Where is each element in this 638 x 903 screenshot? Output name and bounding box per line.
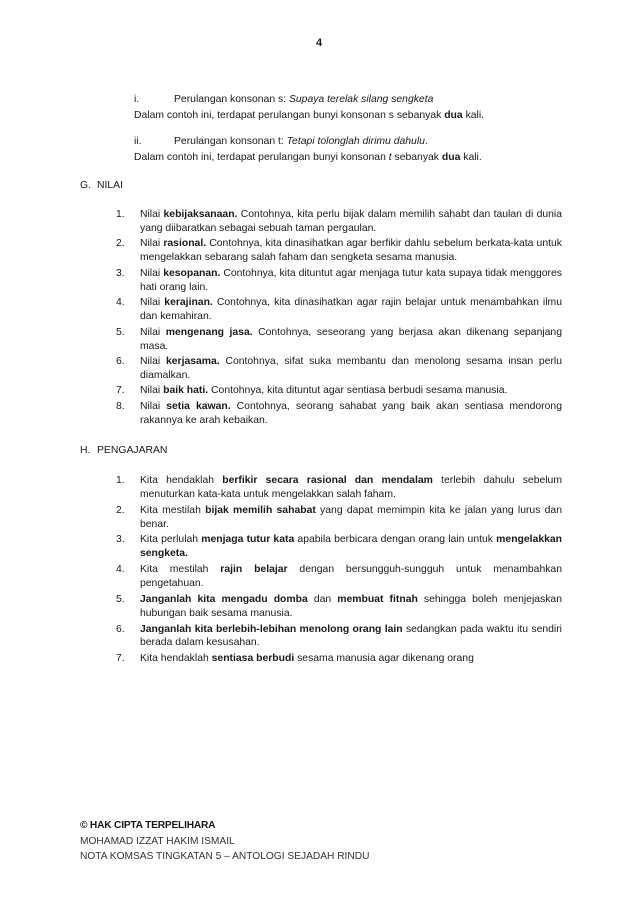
list-item: 4. Kita mestilah rajin belajar dengan bersungguh-sungguh untuk menambahkan pengetahuan. (116, 564, 562, 590)
copyright-notice: © HAK CIPTA TERPELIHARA (80, 820, 216, 831)
roman-numeral: ii. (134, 136, 142, 147)
list-item: 1. Kita hendaklah berfikir secara rasional dan mendalam terlebih dahulu sebelum menuturkan kata-kata untuk mengelakkan salah faham. (116, 475, 562, 500)
list-item: 3. Kita perlulah menjaga tutur kata apabila berbicara dengan orang lain untuk mengelakkan sengketa. (116, 534, 563, 560)
list-item: 6. Janganlah kita berlebih-lebihan menolong orang lain sedangkan pada waktu itu sendiri berada dalam kesusahan. (116, 623, 562, 649)
section-heading-pengajaran (80, 443, 167, 459)
author-name: MOHAMAD IZZAT HAKIM ISMAIL (80, 835, 235, 847)
section-letter: H. (80, 445, 91, 456)
subsection-ii (134, 134, 514, 166)
subsection-title: ii. Perulangan konsonan t: Tetapi tolonglah dirimu dahulu. (134, 134, 514, 150)
list-item: 2. Nilai rasional. Contohnya, kita dinasihatkan agar berfikir dahlu sebelum berkata-kata untuk mengelakkan sebarang salah faham dan sengketa sesama manusia. (116, 238, 562, 264)
section-title: PENGAJARAN (97, 445, 168, 456)
list-item: 1. Nilai kebijaksanaan. Contohnya, kita perlu bijak dalam memilih sahabt dan taulan di dunia yang diibaratkan sebagai sebuah taman pergaulan. (116, 209, 562, 234)
page-number: 4 (315, 37, 323, 49)
list-item: 2. Kita mestilah bijak memilih sahabat yang dapat memimpin kita ke jalan yang lurus dan benar. (116, 504, 562, 530)
subsection-description: Dalam contoh ini, terdapat perulangan bunyi konsonan s sebanyak dua kali. (134, 110, 485, 121)
subsection-i (134, 92, 514, 124)
nilai-list (116, 208, 562, 429)
page-footer (80, 818, 369, 865)
subsection-description: Dalam contoh ini, terdapat perulangan bunyi konsonan t sebanyak dua kali. (134, 152, 482, 163)
list-item: 3. Nilai kesopanan. Contohnya, kita dituntut agar menjaga tutur kata supaya tidak menggores hati orang lain. (116, 267, 562, 293)
list-item: 5. Nilai mengenang jasa. Contohnya, seseorang yang berjasa akan dikenang sepanjang masa. (116, 326, 562, 352)
list-item: 7. Nilai baik hati. Contohnya, kita dituntut agar sentiasa berbudi sesama manusia. (116, 385, 508, 397)
section-letter: G. (80, 180, 91, 191)
course-title: NOTA KOMSAS TINGKATAN 5 – ANTOLOGI SEJADAH RINDU (80, 851, 370, 862)
list-item: 7. Kita hendaklah sentiasa berbudi sesama manusia agar dikenang orang (116, 653, 474, 665)
list-item: 8. Nilai setia kawan. Contohnya, seorang sahabat yang baik akan sentiasa mendorong rakannya ke arah kebaikan. (116, 400, 562, 426)
subsection-title: i. Perulangan konsonan s: Supaya terelak silang sengketa (134, 92, 514, 108)
list-item: 5. Janganlah kita mengadu domba dan membuat fitnah sehingga boleh menjejaskan hubungan baik sesama manusia. (116, 593, 562, 619)
list-item: 4. Nilai kerajinan. Contohnya, kita dinasihatkan agar rajin belajar untuk menambahkan ilmu dan kemahiran. (116, 297, 562, 323)
section-heading-nilai (80, 178, 123, 194)
roman-numeral: i. (134, 94, 140, 105)
pengajaran-list (116, 474, 562, 668)
list-item: 6. Nilai kerjasama. Contohnya, sifat suka membantu dan menolong sesama insan perlu diamalkan. (116, 356, 562, 381)
section-title: NILAI (97, 180, 123, 191)
